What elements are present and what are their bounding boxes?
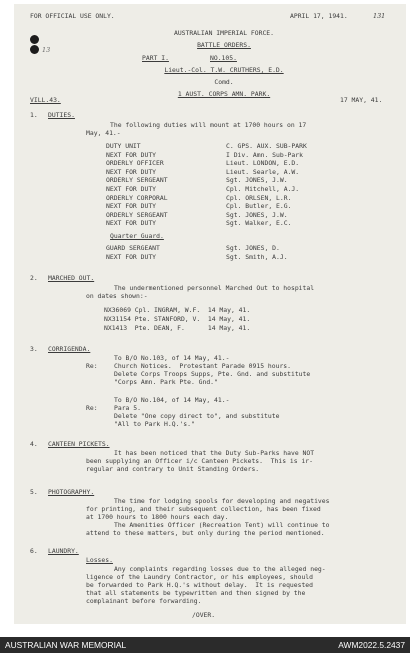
duty-role: ORDERLY CORPORAL: [106, 193, 168, 202]
paragraph-line: for printing, and their subsequent collection, has been fixed: [86, 505, 321, 513]
commander-name: Lieut.-Col. T.W. CRUTHERS, E.D.: [164, 66, 284, 74]
duties-intro: May, 41.-: [86, 129, 121, 137]
section-number: 2.: [30, 274, 38, 282]
handwritten-mark: 13: [42, 46, 51, 54]
title-orders: BATTLE ORDERS.: [197, 41, 251, 49]
paragraph-line: It has been noticed that the Duty Sub-Parks have NOT: [114, 449, 315, 457]
punch-hole: [30, 35, 39, 44]
duty-role: NEXT FOR DUTY: [106, 253, 157, 261]
paragraph-line: The time for lodging spools for developing and negatives: [114, 497, 330, 505]
subheading-losses: Losses.: [86, 556, 113, 564]
location-code: VILL.43.: [30, 96, 61, 104]
section-title-photography: PHOTOGRAPHY.: [48, 488, 95, 496]
duty-assignee: Cpl. ORLSEN, L.R.: [226, 193, 292, 202]
duties-intro: The following duties will mount at 1700 hours on 17: [110, 121, 307, 129]
section-title-duties: DUTIES.: [48, 111, 75, 119]
section-title-marched-out: MARCHED OUT.: [48, 274, 95, 282]
security-marking: FOR OFFICIAL USE ONLY.: [30, 12, 115, 20]
duty-role: NEXT FOR DUTY: [106, 167, 157, 176]
duty-role: ORDERLY SERGEANT: [106, 176, 168, 185]
document-sheet: [14, 4, 406, 624]
order-number: NO.105.: [210, 54, 237, 62]
duty-assignee: Sgt. JONES, D.: [226, 244, 280, 252]
duty-role: NEXT FOR DUTY: [106, 202, 157, 211]
paragraph-line: that all statements be typewritten and then signed by the: [86, 589, 306, 597]
paragraph-line: complainant before forwarding.: [86, 597, 202, 605]
section-number: 6.: [30, 547, 38, 555]
section-number: 1.: [30, 111, 38, 119]
re-label: Re:: [86, 404, 98, 412]
section-number: 5.: [30, 488, 38, 496]
footer-bar: [0, 637, 410, 653]
duty-role: NEXT FOR DUTY: [106, 185, 157, 193]
unit-name: 1 AUST. CORPS AMN. PARK.: [177, 90, 271, 98]
over-marker: /OVER.: [192, 611, 216, 619]
duty-assignee: C. GPS. AUX. SUB-PARK: [226, 142, 307, 150]
duty-assignee: Sgt. Walker, E.C.: [226, 219, 292, 228]
personnel-row: NX31154 Pte. STANFORD, V. 14 May, 41.: [104, 315, 251, 323]
paragraph-line: Delete "One copy direct to", and substitute: [114, 412, 280, 420]
paragraph-line: attend to these matters, but only during the period mentioned.: [86, 529, 325, 537]
duty-role: DUTY UNIT: [106, 142, 141, 150]
personnel-row: NX36069 Cpl. INGRAM, W.F. 14 May, 41.: [104, 306, 251, 314]
section-number: 3.: [30, 345, 38, 353]
duty-role: ORDERLY OFFICER: [106, 159, 164, 168]
paragraph-line: Para 5.: [114, 404, 141, 412]
duty-assignee: Lieut. Searle, A.W.: [226, 167, 300, 176]
section-number: 4.: [30, 440, 38, 448]
duty-assignee: Sgt. Smith, A.J.: [226, 253, 288, 261]
section-title-canteen-pickets: CANTEEN PICKETS.: [48, 440, 110, 448]
document-date: APRIL 17, 1941.: [290, 12, 348, 20]
duty-assignee: Lieut. LONDON, E.D.: [226, 159, 300, 168]
paragraph-line: on dates shown:-: [86, 292, 148, 300]
paragraph-line: Any complaints regarding losses due to the alleged neg-: [114, 565, 326, 573]
paragraph-line: The undermentioned personnel Marched Out to hospital: [114, 284, 315, 292]
paragraph-line: "All to Park H.Q.'s.": [114, 420, 195, 428]
page-number: 131: [373, 12, 386, 20]
duty-role: NEXT FOR DUTY: [106, 219, 157, 228]
punch-hole: [30, 45, 39, 54]
duty-role: NEXT FOR DUTY: [106, 150, 157, 159]
paragraph-line: be forwarded to Park H.Q.'s without delay. It is requested: [86, 581, 314, 589]
paragraph-line: Church Notices. Protestant Parade 0915 hours.: [114, 362, 291, 370]
personnel-row: NX1413 Pte. DEAN, F. 14 May, 41.: [104, 324, 251, 332]
duty-role: ORDERLY SERGEANT: [106, 210, 168, 219]
paragraph-line: To B/O No.103, of 14 May, 41.-: [114, 354, 230, 362]
duty-role: GUARD SERGEANT: [106, 244, 160, 252]
title-force: AUSTRALIAN IMPERIAL FORCE.: [173, 29, 275, 37]
footer-source: AUSTRALIAN WAR MEMORIAL: [5, 640, 127, 650]
paragraph-line: Delete Corps Troops Supps, Pte. Gnd. and substitute: [114, 370, 311, 378]
paragraph-line: "Corps Amn. Park Pte. Gnd.": [114, 378, 218, 386]
paragraph-line: at 1700 hours to 1800 hours each day.: [86, 513, 229, 521]
duty-assignee: Cpl. Butler, E.G.: [226, 202, 292, 211]
paragraph-line: ligence of the Laundry Contractor, or his employees, should: [86, 573, 314, 581]
duty-assignee: Sgt. JONES, J.W.: [226, 210, 288, 219]
paragraph-line: regular and contrary to Unit Standing Orders.: [86, 465, 260, 473]
duty-assignee: Sgt. JONES, J.W.: [226, 176, 288, 185]
paragraph-line: been supplying an Officer i/c Canteen Pickets. This is ir-: [86, 457, 314, 465]
part-label: PART I.: [142, 54, 169, 62]
duty-assignee: I Div. Amn. Sub-Park: [226, 150, 303, 159]
commander-label: Comd.: [214, 78, 234, 86]
section-title-corrigenda: CORRIGENDA.: [48, 345, 91, 353]
footer-reference: AWM2022.5.2437: [338, 640, 405, 650]
re-label: Re:: [86, 362, 98, 370]
quarter-guard-title: Quarter Guard.: [110, 232, 164, 240]
section-title-laundry: LAUNDRY.: [48, 547, 79, 555]
paragraph-line: The Amenities Officer (Recreation Tent) will continue to: [114, 521, 330, 529]
duty-assignee: Cpl. Mitchell, A.J.: [226, 185, 300, 193]
paragraph-line: To B/O No.104, of 14 May, 41.-: [114, 396, 230, 404]
orders-date: 17 MAY, 41.: [340, 96, 383, 104]
